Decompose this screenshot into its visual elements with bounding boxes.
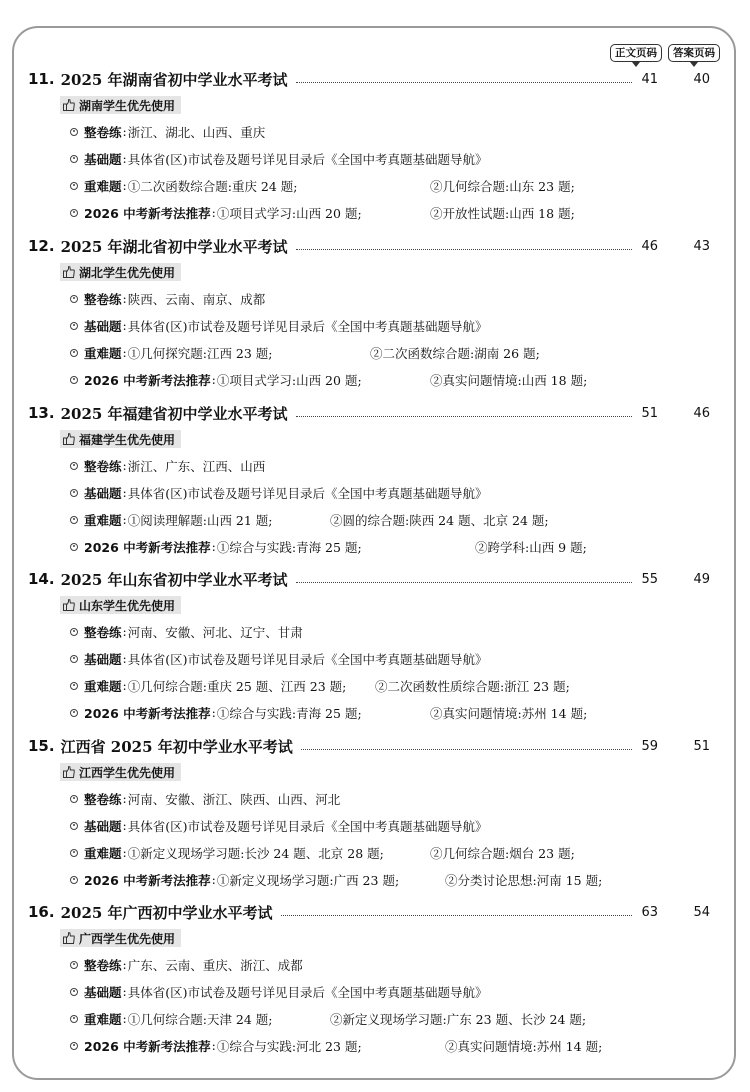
pointing-hand-icon xyxy=(63,932,75,944)
item-text-a: 浙江、湖北、山西、重庆 xyxy=(127,124,266,140)
item-colon: : xyxy=(211,205,216,220)
main-page-number: 55 xyxy=(641,571,658,587)
list-item xyxy=(70,1005,718,1032)
badge-label: 湖北学生优先使用 xyxy=(79,265,176,280)
item-text-b: ②几何综合题:山东 23 题; xyxy=(430,178,575,194)
bullet-icon xyxy=(70,961,78,969)
item-text-a: 河南、安徽、河北、辽宁、甘肃 xyxy=(127,624,303,640)
item-text-a: 具体省(区)市试卷及题号详见目录后《全国中考真题基础题导航》 xyxy=(127,151,488,167)
column-header xyxy=(610,44,720,62)
bullet-icon xyxy=(70,795,78,803)
section-title-row[interactable] xyxy=(28,733,718,759)
section-number: 11. xyxy=(28,70,55,88)
item-colon: : xyxy=(122,345,127,360)
priority-badge xyxy=(60,263,181,281)
list-item xyxy=(70,785,718,812)
item-text-a: 陕西、云南、南京、成都 xyxy=(127,291,266,307)
leader-dots xyxy=(296,82,632,83)
section-title-row[interactable] xyxy=(28,233,718,259)
item-colon: : xyxy=(122,678,127,693)
list-item xyxy=(70,452,718,479)
item-colon: : xyxy=(122,791,127,806)
item-label: 整卷练 xyxy=(84,291,122,307)
pointing-hand-icon xyxy=(63,433,75,445)
main-page-number: 59 xyxy=(641,738,658,754)
bullet-icon xyxy=(70,876,78,884)
bullet-icon xyxy=(70,376,78,384)
item-colon: : xyxy=(211,872,216,887)
item-text-a: ①项目式学习:山西 20 题; xyxy=(216,372,362,388)
item-colon: : xyxy=(122,651,127,666)
bullet-icon xyxy=(70,349,78,357)
bullet-icon xyxy=(70,155,78,163)
bullet-icon xyxy=(70,822,78,830)
badge-label: 江西学生优先使用 xyxy=(79,765,176,780)
priority-badge xyxy=(60,596,181,614)
item-colon: : xyxy=(211,372,216,387)
list-item xyxy=(70,118,718,145)
bullet-icon xyxy=(70,1015,78,1023)
main-page-number: 41 xyxy=(641,71,658,87)
bullet-icon xyxy=(70,322,78,330)
section-title-row[interactable] xyxy=(28,400,718,426)
item-text-a: 具体省(区)市试卷及题号详见目录后《全国中考真题基础题导航》 xyxy=(127,318,488,334)
list-item xyxy=(70,172,718,199)
item-label: 基础题 xyxy=(84,151,122,167)
item-colon: : xyxy=(122,318,127,333)
bullet-icon xyxy=(70,209,78,217)
priority-badge xyxy=(60,763,181,781)
list-item xyxy=(70,506,718,533)
priority-badge xyxy=(60,96,181,114)
list-item xyxy=(70,145,718,172)
answer-page-number: 40 xyxy=(693,71,710,87)
item-colon: : xyxy=(122,485,127,500)
bullet-icon xyxy=(70,128,78,136)
item-label: 2026 中考新考法推荐 xyxy=(84,205,211,221)
item-label: 重难题 xyxy=(84,1011,122,1027)
leader-dots xyxy=(296,249,632,250)
list-item xyxy=(70,479,718,506)
item-text-a: 具体省(区)市试卷及题号详见目录后《全国中考真题基础题导航》 xyxy=(127,984,488,1000)
list-item xyxy=(70,312,718,339)
item-text-a: ①项目式学习:山西 20 题; xyxy=(216,205,362,221)
bullet-icon xyxy=(70,709,78,717)
item-text-b: ②真实问题情境:山西 18 题; xyxy=(430,372,588,388)
answer-page-column-tag: 答案页码 xyxy=(668,44,720,62)
item-colon: : xyxy=(122,124,127,139)
item-label: 重难题 xyxy=(84,845,122,861)
item-label: 2026 中考新考法推荐 xyxy=(84,872,211,888)
item-text-b: ②开放性试题:山西 18 题; xyxy=(430,205,575,221)
bullet-icon xyxy=(70,182,78,190)
toc-section xyxy=(28,566,718,726)
main-page-column-tag: 正文页码 xyxy=(610,44,662,62)
item-text-b: ②圆的综合题:陕西 24 题、北京 24 题; xyxy=(330,512,549,528)
answer-page-number: 54 xyxy=(693,904,710,920)
item-label: 整卷练 xyxy=(84,957,122,973)
pointing-hand-icon xyxy=(63,99,75,111)
item-text-a: ①综合与实践:青海 25 题; xyxy=(216,539,362,555)
item-text-b: ②二次函数综合题:湖南 26 题; xyxy=(370,345,540,361)
pointing-hand-icon xyxy=(63,266,75,278)
item-label: 2026 中考新考法推荐 xyxy=(84,539,211,555)
item-label: 2026 中考新考法推荐 xyxy=(84,705,211,721)
leader-dots xyxy=(296,582,632,583)
item-text-a: ①几何探究题:江西 23 题; xyxy=(127,345,273,361)
item-text-a: ①二次函数综合题:重庆 24 题; xyxy=(127,178,298,194)
item-label: 基础题 xyxy=(84,651,122,667)
item-label: 2026 中考新考法推荐 xyxy=(84,372,211,388)
bullet-icon xyxy=(70,849,78,857)
pointing-hand-icon xyxy=(63,599,75,611)
section-title: 2025 年广西初中学业水平考试 xyxy=(60,903,273,922)
priority-badge xyxy=(60,430,181,448)
bullet-icon xyxy=(70,489,78,497)
item-label: 整卷练 xyxy=(84,124,122,140)
toc-section xyxy=(28,899,718,1059)
item-text-a: 浙江、广东、江西、山西 xyxy=(127,458,266,474)
item-colon: : xyxy=(211,705,216,720)
main-page-number: 51 xyxy=(641,405,658,421)
list-item xyxy=(70,533,718,560)
bullet-icon xyxy=(70,655,78,663)
item-text-b: ②跨学科:山西 9 题; xyxy=(475,539,587,555)
badge-label: 福建学生优先使用 xyxy=(79,432,176,447)
bullet-icon xyxy=(70,516,78,524)
answer-page-number: 51 xyxy=(693,738,710,754)
section-number: 14. xyxy=(28,570,55,588)
item-colon: : xyxy=(211,539,216,554)
item-label: 基础题 xyxy=(84,485,122,501)
item-label: 重难题 xyxy=(84,178,122,194)
section-title-row[interactable] xyxy=(28,66,718,92)
item-colon: : xyxy=(122,458,127,473)
list-item xyxy=(70,618,718,645)
item-text-a: ①阅读理解题:山西 21 题; xyxy=(127,512,273,528)
item-colon: : xyxy=(122,151,127,166)
bullet-icon xyxy=(70,543,78,551)
list-item xyxy=(70,672,718,699)
item-colon: : xyxy=(122,178,127,193)
list-item xyxy=(70,812,718,839)
item-text-a: ①新定义现场学习题:长沙 24 题、北京 28 题; xyxy=(127,845,384,861)
leader-dots xyxy=(281,915,632,916)
item-label: 基础题 xyxy=(84,318,122,334)
priority-badge xyxy=(60,929,181,947)
section-title: 2025 年福建省初中学业水平考试 xyxy=(60,404,288,423)
toc-section xyxy=(28,733,718,893)
section-number: 13. xyxy=(28,404,55,422)
item-colon: : xyxy=(122,624,127,639)
item-text-b: ②分类讨论思想:河南 15 题; xyxy=(445,872,603,888)
item-colon: : xyxy=(122,984,127,999)
main-page-number: 63 xyxy=(641,904,658,920)
answer-page-number: 49 xyxy=(693,571,710,587)
list-item xyxy=(70,699,718,726)
list-item xyxy=(70,839,718,866)
item-label: 重难题 xyxy=(84,678,122,694)
leader-dots xyxy=(296,416,632,417)
item-text-b: ②真实问题情境:苏州 14 题; xyxy=(445,1038,603,1054)
item-colon: : xyxy=(122,1011,127,1026)
item-colon: : xyxy=(122,845,127,860)
item-text-a: 具体省(区)市试卷及题号详见目录后《全国中考真题基础题导航》 xyxy=(127,651,488,667)
item-text-a: 具体省(区)市试卷及题号详见目录后《全国中考真题基础题导航》 xyxy=(127,818,488,834)
badge-label: 广西学生优先使用 xyxy=(79,931,176,946)
list-item xyxy=(70,285,718,312)
section-number: 15. xyxy=(28,737,55,755)
toc-section xyxy=(28,233,718,393)
badge-label: 湖南学生优先使用 xyxy=(79,98,176,113)
item-text-a: ①综合与实践:青海 25 题; xyxy=(216,705,362,721)
list-item xyxy=(70,366,718,393)
section-title: 2025 年湖北省初中学业水平考试 xyxy=(60,237,288,256)
item-label: 基础题 xyxy=(84,818,122,834)
answer-page-number: 43 xyxy=(693,238,710,254)
section-title: 2025 年湖南省初中学业水平考试 xyxy=(60,70,288,89)
section-title: 江西省 2025 年初中学业水平考试 xyxy=(60,737,293,756)
list-item xyxy=(70,866,718,893)
bullet-icon xyxy=(70,295,78,303)
toc-section xyxy=(28,400,718,560)
item-label: 整卷练 xyxy=(84,458,122,474)
list-item xyxy=(70,978,718,1005)
bullet-icon xyxy=(70,628,78,636)
item-label: 基础题 xyxy=(84,984,122,1000)
list-item xyxy=(70,645,718,672)
toc-section xyxy=(28,66,718,226)
item-text-b: ②二次函数性质综合题:浙江 23 题; xyxy=(375,678,570,694)
pointing-hand-icon xyxy=(63,766,75,778)
item-colon: : xyxy=(122,512,127,527)
item-colon: : xyxy=(122,957,127,972)
item-text-a: 河南、安徽、浙江、陕西、山西、河北 xyxy=(127,791,341,807)
item-label: 整卷练 xyxy=(84,624,122,640)
item-text-b: ②几何综合题:烟台 23 题; xyxy=(430,845,575,861)
section-title-row[interactable] xyxy=(28,566,718,592)
item-text-a: 具体省(区)市试卷及题号详见目录后《全国中考真题基础题导航》 xyxy=(127,485,488,501)
item-text-a: ①几何综合题:重庆 25 题、江西 23 题; xyxy=(127,678,347,694)
item-text-a: 广东、云南、重庆、浙江、成都 xyxy=(127,957,303,973)
bullet-icon xyxy=(70,682,78,690)
leader-dots xyxy=(301,749,632,750)
item-colon: : xyxy=(122,291,127,306)
bullet-icon xyxy=(70,988,78,996)
item-colon: : xyxy=(211,1038,216,1053)
section-title-row[interactable] xyxy=(28,899,718,925)
bullet-icon xyxy=(70,462,78,470)
list-item xyxy=(70,1032,718,1059)
item-text-b: ②真实问题情境:苏州 14 题; xyxy=(430,705,588,721)
list-item xyxy=(70,339,718,366)
section-number: 16. xyxy=(28,903,55,921)
item-label: 重难题 xyxy=(84,345,122,361)
item-text-b: ②新定义现场学习题:广东 23 题、长沙 24 题; xyxy=(330,1011,587,1027)
section-number: 12. xyxy=(28,237,55,255)
item-text-a: ①综合与实践:河北 23 题; xyxy=(216,1038,362,1054)
item-label: 重难题 xyxy=(84,512,122,528)
badge-label: 山东学生优先使用 xyxy=(79,598,176,613)
list-item xyxy=(70,199,718,226)
list-item xyxy=(70,951,718,978)
item-colon: : xyxy=(122,818,127,833)
bullet-icon xyxy=(70,1042,78,1050)
item-text-a: ①新定义现场学习题:广西 23 题; xyxy=(216,872,400,888)
main-page-number: 46 xyxy=(641,238,658,254)
section-title: 2025 年山东省初中学业水平考试 xyxy=(60,570,288,589)
item-text-a: ①几何综合题:天津 24 题; xyxy=(127,1011,273,1027)
item-label: 整卷练 xyxy=(84,791,122,807)
answer-page-number: 46 xyxy=(693,405,710,421)
item-label: 2026 中考新考法推荐 xyxy=(84,1038,211,1054)
